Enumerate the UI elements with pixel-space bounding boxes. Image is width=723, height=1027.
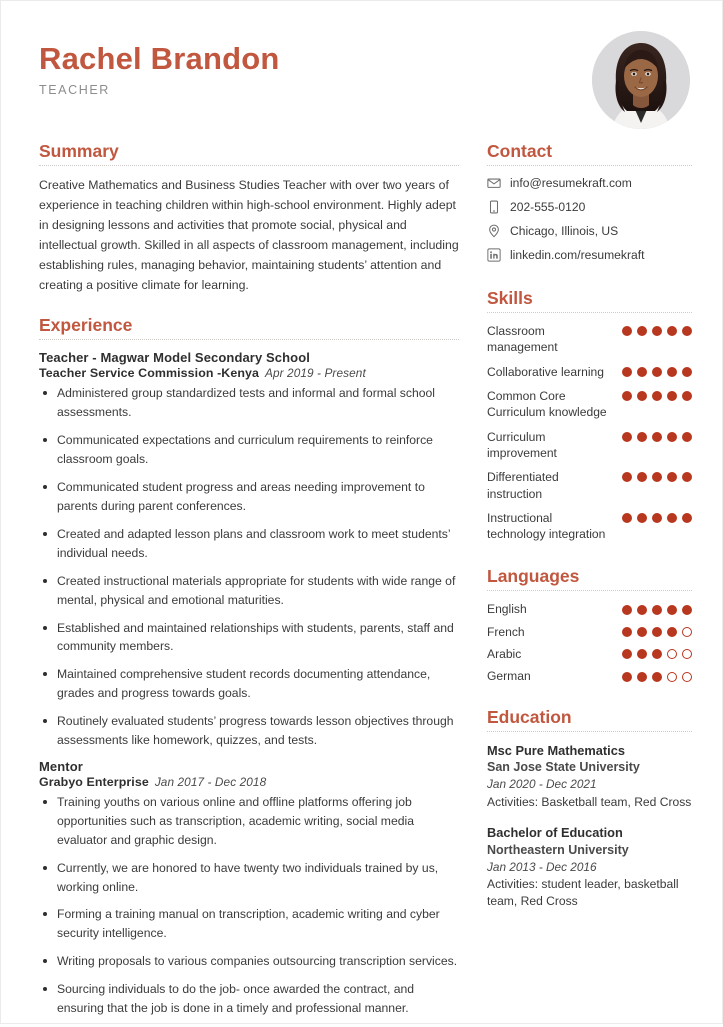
experience-entry xyxy=(39,350,459,750)
rating-dot-filled xyxy=(622,649,632,659)
contact-location-row[interactable] xyxy=(487,224,692,238)
rating-dot-filled xyxy=(637,326,647,336)
skill-rating-dots xyxy=(622,510,692,523)
experience-divider xyxy=(39,339,459,340)
rating-dot-empty xyxy=(667,672,677,682)
education-entry xyxy=(487,742,692,811)
list-item: Writing proposals to various companies outsourcing transcription services. xyxy=(39,952,459,971)
rating-dot-filled xyxy=(682,432,692,442)
list-item: Communicated student progress and areas needing improvement to parents during parent conferences. xyxy=(39,478,459,516)
language-label: French xyxy=(487,624,525,639)
skill-label: Curriculum improvement xyxy=(487,429,557,460)
contact-phone-row[interactable] xyxy=(487,200,692,214)
list-item: Forming a training manual on transcription, academic writing and cyber security intelligence. xyxy=(39,905,459,943)
rating-dot-empty xyxy=(667,649,677,659)
rating-dot-filled xyxy=(652,513,662,523)
contact-phone-value: 202-555-0120 xyxy=(510,200,586,214)
summary-text: Creative Mathematics and Business Studies Teacher with over two years of experience in teaching children within high-school environment. Highly adept in designing lessons and activities that promote social, physical and intellectual growth. Skilled in all aspects of classroom management, including establishing rules, managing behavior, maintaining students’ attention and creating a positive climate for learning. xyxy=(39,178,459,292)
rating-dot-filled xyxy=(682,367,692,377)
summary-divider xyxy=(39,165,459,166)
language-label: German xyxy=(487,669,531,684)
rating-dot-filled xyxy=(622,627,632,637)
job-bullet-list xyxy=(39,793,459,1018)
skill-rating-dots xyxy=(622,323,692,336)
header-text-block xyxy=(39,31,280,97)
rating-dot-filled xyxy=(637,472,647,482)
rating-dot-filled xyxy=(622,605,632,615)
rating-dot-filled xyxy=(637,367,647,377)
job-title: Mentor xyxy=(39,758,83,774)
language-rating-dots xyxy=(622,649,692,659)
rating-dot-filled xyxy=(652,432,662,442)
rating-dot-empty xyxy=(682,672,692,682)
skill-rating-dots xyxy=(622,429,692,442)
list-item: Routinely evaluated students’ progress towards lesson objectives through assessments like homework, quizzes, and tests. xyxy=(39,712,459,750)
skill-row xyxy=(487,388,692,421)
language-row xyxy=(487,646,692,662)
list-item: Created instructional materials appropriate for students with wide range of mental, physical and emotional maturities. xyxy=(39,572,459,610)
rating-dot-filled xyxy=(622,326,632,336)
location-pin-icon xyxy=(487,224,501,238)
rating-dot-filled xyxy=(622,513,632,523)
skill-rating-dots xyxy=(622,364,692,377)
list-item: Established and maintained relationships with students, parents, staff and community members. xyxy=(39,619,459,657)
contact-location-value: Chicago, Illinois, US xyxy=(510,224,619,238)
job-dates: Apr 2019 - Present xyxy=(265,366,366,381)
language-rating-dots xyxy=(622,605,692,615)
rating-dot-filled xyxy=(637,391,647,401)
rating-dot-filled xyxy=(637,649,647,659)
rating-dot-filled xyxy=(652,627,662,637)
skill-label: Classroom management xyxy=(487,324,558,355)
left-column xyxy=(39,141,459,1027)
language-rating-dots xyxy=(622,627,692,637)
rating-dot-filled xyxy=(682,391,692,401)
education-school: Northeastern University xyxy=(487,842,629,857)
list-item: Training youths on various online and offline platforms offering job opportunities such as transcription, academic writing, social media evaluator and graphic design. xyxy=(39,793,459,850)
job-bullet-list xyxy=(39,384,459,750)
skills-heading: Skills xyxy=(487,288,533,308)
education-dates: Jan 2013 - Dec 2016 xyxy=(487,860,597,875)
rating-dot-filled xyxy=(667,513,677,523)
list-item: Currently, we are honored to have twenty two individuals trained by us, working online. xyxy=(39,859,459,897)
rating-dot-filled xyxy=(652,605,662,615)
experience-heading: Experience xyxy=(39,315,133,336)
rating-dot-filled xyxy=(622,367,632,377)
rating-dot-filled xyxy=(682,513,692,523)
skill-row xyxy=(487,429,692,462)
skill-label: Instructional technology integration xyxy=(487,510,606,542)
contact-email-row[interactable] xyxy=(487,176,692,190)
rating-dot-filled xyxy=(652,367,662,377)
education-entry xyxy=(487,824,692,910)
list-item: Communicated expectations and curriculum requirements to reinforce classroom goals. xyxy=(39,431,459,469)
rating-dot-filled xyxy=(652,472,662,482)
job-title: Teacher - Magwar Model Secondary School xyxy=(39,350,310,366)
job-meta xyxy=(39,775,459,789)
resume-body-columns xyxy=(1,141,722,1027)
skill-label: Collaborative learning xyxy=(487,364,604,379)
portrait-photo-icon xyxy=(592,31,690,129)
language-row xyxy=(487,668,692,684)
list-item: Sourcing individuals to do the job- once awarded the contract, and ensuring that the job is done in a timely and professional manner. xyxy=(39,980,459,1018)
experience-section xyxy=(39,315,459,1018)
rating-dot-filled xyxy=(637,513,647,523)
contact-divider xyxy=(487,165,692,166)
language-label: English xyxy=(487,602,527,617)
education-activities: Activities: Basketball team, Red Cross xyxy=(487,794,692,809)
rating-dot-filled xyxy=(682,472,692,482)
skill-row xyxy=(487,364,692,380)
job-meta xyxy=(39,366,459,380)
rating-dot-filled xyxy=(622,472,632,482)
language-rating-dots xyxy=(622,672,692,682)
language-label: Arabic xyxy=(487,647,522,662)
education-dates: Jan 2020 - Dec 2021 xyxy=(487,777,597,792)
header-role-subtitle: TEACHER xyxy=(39,82,110,97)
languages-section xyxy=(487,566,692,684)
education-degree: Msc Pure Mathematics xyxy=(487,742,625,758)
job-dates: Jan 2017 - Dec 2018 xyxy=(154,774,267,789)
rating-dot-filled xyxy=(667,326,677,336)
contact-section xyxy=(487,141,692,262)
skills-divider xyxy=(487,312,692,313)
right-column xyxy=(487,141,692,1027)
list-item: Administered group standardized tests and informal and formal school assessments. xyxy=(39,384,459,422)
resume-header xyxy=(1,1,722,141)
linkedin-icon xyxy=(487,248,501,262)
page-title: Rachel Brandon xyxy=(39,41,280,76)
education-divider xyxy=(487,731,692,732)
contact-email-value: info@resumekraft.com xyxy=(510,176,632,190)
job-company: Teacher Service Commission -Kenya xyxy=(39,366,259,381)
rating-dot-filled xyxy=(652,672,662,682)
rating-dot-empty xyxy=(682,627,692,637)
rating-dot-filled xyxy=(652,391,662,401)
envelope-icon xyxy=(487,176,501,190)
contact-linkedin-row[interactable] xyxy=(487,248,692,262)
rating-dot-filled xyxy=(637,605,647,615)
skills-section xyxy=(487,288,692,542)
experience-entry xyxy=(39,759,459,1018)
rating-dot-filled xyxy=(637,627,647,637)
skill-rating-dots xyxy=(622,388,692,401)
rating-dot-filled xyxy=(652,649,662,659)
avatar xyxy=(592,31,690,129)
skill-row xyxy=(487,323,692,356)
rating-dot-filled xyxy=(667,391,677,401)
education-school: San Jose State University xyxy=(487,759,640,774)
rating-dot-filled xyxy=(637,432,647,442)
skill-row xyxy=(487,469,692,502)
rating-dot-filled xyxy=(682,605,692,615)
rating-dot-filled xyxy=(667,367,677,377)
rating-dot-filled xyxy=(682,326,692,336)
skill-row xyxy=(487,510,692,543)
skill-label: Common Core Curriculum knowledge xyxy=(487,388,607,420)
rating-dot-filled xyxy=(667,627,677,637)
language-row xyxy=(487,601,692,617)
education-activities: Activities: student leader, basketball team, Red Cross xyxy=(487,877,679,909)
education-section xyxy=(487,707,692,910)
language-row xyxy=(487,624,692,640)
skill-label: Differentiated instruction xyxy=(487,470,559,501)
summary-heading: Summary xyxy=(39,141,119,161)
job-company: Grabyo Enterprise xyxy=(39,774,149,789)
list-item: Maintained comprehensive student records documenting attendance, grades and progress towards goals. xyxy=(39,665,459,703)
rating-dot-filled xyxy=(667,605,677,615)
contact-heading: Contact xyxy=(487,141,553,161)
rating-dot-filled xyxy=(622,672,632,682)
rating-dot-filled xyxy=(622,432,632,442)
rating-dot-filled xyxy=(652,326,662,336)
summary-section xyxy=(39,141,459,295)
languages-heading: Languages xyxy=(487,566,580,587)
rating-dot-filled xyxy=(667,432,677,442)
phone-icon xyxy=(487,200,501,214)
contact-linkedin-value: linkedin.com/resumekraft xyxy=(510,248,645,262)
list-item: Created and adapted lesson plans and classroom work to meet students’ individual needs. xyxy=(39,525,459,563)
rating-dot-empty xyxy=(682,649,692,659)
rating-dot-filled xyxy=(637,672,647,682)
education-heading: Education xyxy=(487,706,572,727)
languages-divider xyxy=(487,590,692,591)
education-degree: Bachelor of Education xyxy=(487,825,623,841)
rating-dot-filled xyxy=(622,391,632,401)
rating-dot-filled xyxy=(667,472,677,482)
skill-rating-dots xyxy=(622,469,692,482)
